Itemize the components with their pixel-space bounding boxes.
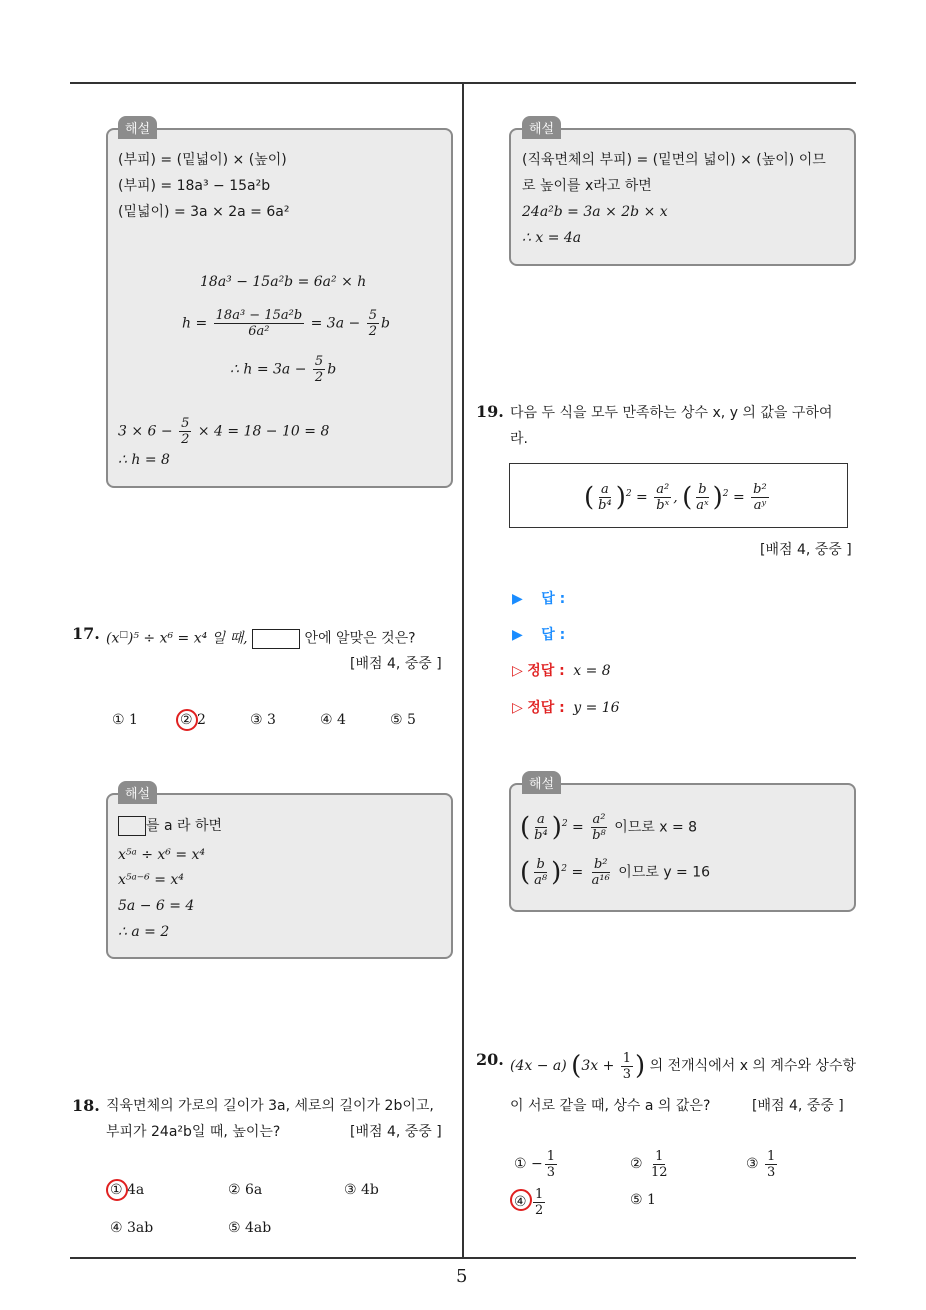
option-17-5[interactable]: ⑤ 5 [390,712,416,728]
correct-arrow-icon: ▷ [512,700,523,716]
solution-line: (부피) = (밑넓이) × (높이) [118,152,287,168]
correct-answer-2: ▷ 정답 : y = 16 [512,700,620,716]
center-divider [462,84,464,1258]
answer-blank [252,629,300,649]
question-20-score: [배점 4, 중중 ] [752,1098,844,1114]
correct-arrow-icon: ▷ [512,663,523,679]
solution-tag: 해설 [118,781,157,804]
question-20-text: 이 서로 같을 때, 상수 a 의 값은? [510,1098,711,1114]
question-19-text: 다음 두 식을 모두 만족하는 상수 x, y 의 값을 구하여 [510,405,833,421]
solution-equation: ∴ h = 8 [118,452,170,468]
solution-line: 5a − 6 = 4 [118,898,195,914]
option-20-5[interactable]: ⑤ 1 [630,1192,656,1208]
option-18-4[interactable]: ④ 3ab [110,1220,154,1236]
option-18-3[interactable]: ③ 4b [344,1182,379,1198]
question-19-score: [배점 4, 중중 ] [760,542,852,558]
page-number: 5 [456,1266,468,1287]
option-17-3[interactable]: ③ 3 [250,712,276,728]
option-20-1[interactable]: ① − $\frac{1}{3}$ [514,1148,556,1180]
answer-row-2: ▶ 답 : [512,627,566,643]
option-17-2[interactable]: ② 2 [180,712,206,728]
question-number-19: 19. [476,402,504,421]
solution-equation: 3 × 6 − $\frac{5}{2}$ × 4 = 18 − 10 = 8 [118,416,330,447]
solution-tag: 해설 [118,116,157,139]
question-18-score: [배점 4, 중중 ] [350,1124,442,1140]
option-20-3[interactable]: ③ $\frac{1}{3}$ [746,1148,776,1180]
question-19-equation: ( $\frac{a}{\text{b⁴}}$ )$^2$ = $\frac{\text{a²}}{\text{bˣ}}$ , ( $\frac{b}{\text{aˣ}}$ )$^2$ = $\frac{\text{b²}}{\text{aʸ}}$ [584,482,767,514]
answer-blank [118,816,146,836]
option-20-2[interactable]: ② $\frac{1}{12}$ [630,1148,668,1180]
solution-line: (직육면체의 부피) = (밑면의 넓이) × (높이) 이므 [522,152,826,168]
option-17-4[interactable]: ④ 4 [320,712,346,728]
selected-answer-mark [176,709,198,731]
bottom-rule [70,1257,856,1259]
question-18-text: 부피가 24a²b일 때, 높이는? [106,1124,281,1140]
option-18-5[interactable]: ⑤ 4ab [228,1220,272,1236]
solution-line: x⁵ᵃ⁻⁶ = x⁴ [118,872,184,888]
option-17-1[interactable]: ① 1 [112,712,138,728]
solution-line: 로 높이를 x라고 하면 [522,178,652,194]
selected-answer-mark [510,1189,532,1211]
solution-line: 를 a 라 하면 [118,816,222,836]
question-18-text: 직육면체의 가로의 길이가 3a, 세로의 길이가 2b이고, [106,1098,434,1114]
solution-line: ∴ x = 4a [522,230,582,246]
solution-line: (밑넓이) = 3a × 2a = 6a² [118,204,290,220]
answer-row-1: ▶ 답 : [512,591,566,607]
question-17-score: [배점 4, 중중 ] [350,656,442,672]
solution-tag: 해설 [522,116,561,139]
answer-arrow-icon: ▶ [512,627,523,643]
option-18-2[interactable]: ② 6a [228,1182,263,1198]
solution-line: (부피) = 18a³ − 15a²b [118,178,271,194]
correct-answer-1: ▷ 정답 : x = 8 [512,663,611,679]
solution-tag: 해설 [522,771,561,794]
solution-line: ( $\frac{a}{\text{b⁴}}$ )$^2$ = $\frac{\text{a²}}{\text{b⁸}}$ 이므로 x = 8 [520,812,698,844]
solution-line: ∴ a = 2 [118,924,170,940]
question-17-text: (x□)⁵ ÷ x⁶ = x⁴ 일 때, 안에 알맞은 것은? [106,630,416,647]
answer-arrow-icon: ▶ [512,591,523,607]
question-number-18: 18. [72,1096,100,1115]
solution-line: ( $\frac{b}{\text{a⁸}}$ )$^2$ = $\frac{\text{b²}}{\text{a¹⁶}}$ 이므로 y = 16 [520,857,711,889]
option-20-4[interactable]: ④ $\frac{1}{2}$ [514,1186,544,1218]
solution-equation: 18a³ − 15a²b = 6a² × h [200,274,367,290]
option-18-1[interactable]: ① 4a [110,1182,145,1198]
selected-answer-mark [106,1179,128,1201]
solution-equation: h = $\frac{\text{18a³ − 15a²b}}{\text{6a²}}$ = 3a − $\frac{5}{2}$ b [182,308,390,339]
question-number-20: 20. [476,1050,504,1069]
question-number-17: 17. [72,624,100,643]
solution-line: 24a²b = 3a × 2b × x [522,204,668,220]
question-20-text: (4x − a) (3x + $\frac{1}{3}$ ) 의 전개식에서 x 의 계수와 상수항 [510,1050,857,1082]
solution-line: x⁵ᵃ ÷ x⁶ = x⁴ [118,847,206,863]
question-19-text: 라. [510,431,528,447]
solution-equation: ∴ h = 3a − $\frac{5}{2}$ b [230,354,337,385]
